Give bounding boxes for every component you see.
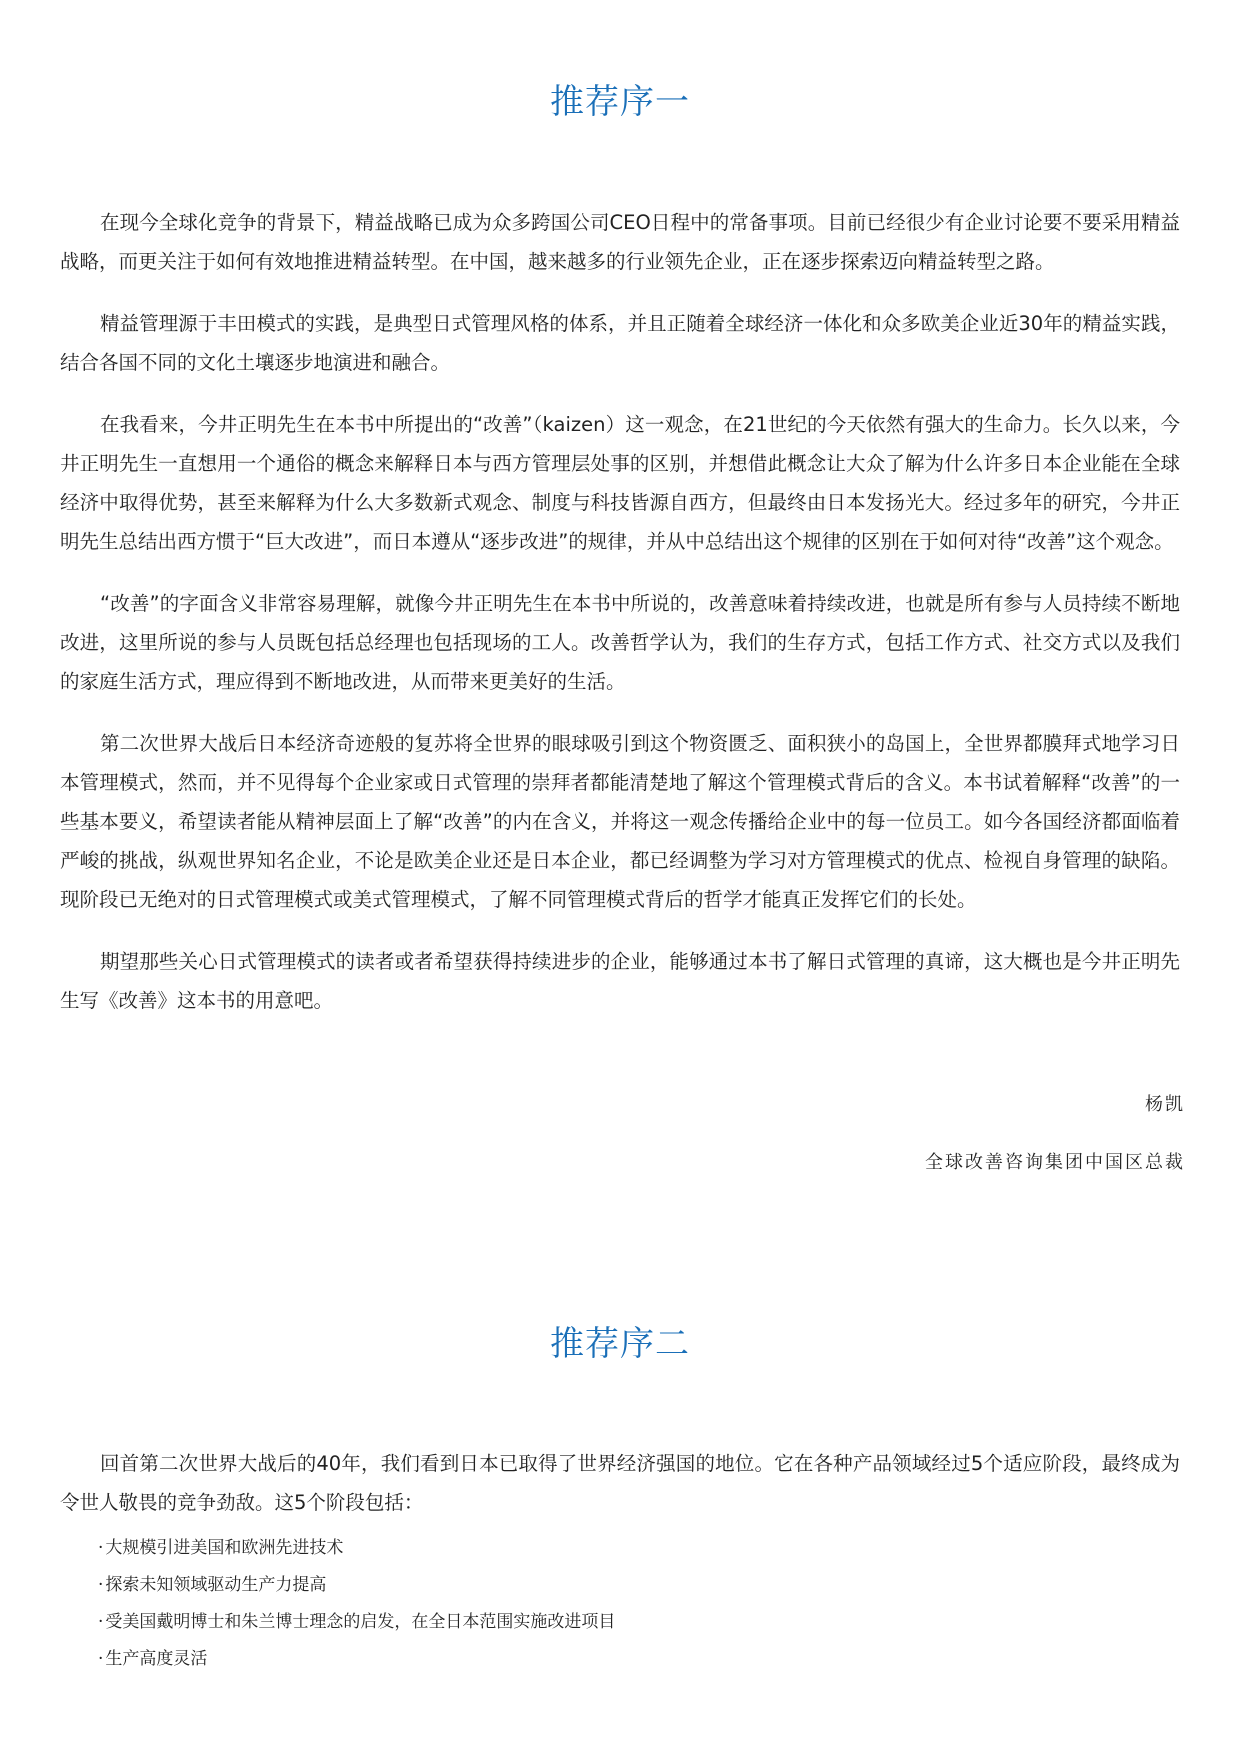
list-item-text: 探索未知领域驱动生产力提高 <box>105 1575 327 1595</box>
paragraph: 在我看来，今井正明先生在本书中所提出的“改善”（kaizen）这一观念，在21世纪的今天依然有强大的生命力。长久以来，今井正明先生一直想用一个通俗的概念来解释日本与西方管理层处事的区别，并想借此概念让大众了解为什么许多日本企业能在全球经济中取得优势，甚至来解释为什么大多数新式观念、制度与科技皆源自西方，但最终由日本发扬光大。经过多年的研究，今井正明先生总结出西方惯于“巨大改进”，而日本遵从“逐步改进”的规律，并从中总结出这个规律的区别在于如何对待“改善”这个观念。 <box>60 413 1180 553</box>
list-item-text: 生产高度灵活 <box>105 1649 208 1669</box>
paragraph: 精益管理源于丰田模式的实践，是典型日式管理风格的体系，并且正随着全球经济一体化和众多欧美企业近30年的精益实践，结合各国不同的文化土壤逐步地演进和融合。 <box>60 312 1180 374</box>
preface-one-body <box>60 203 1180 1043</box>
paragraph: 第二次世界大战后日本经济奇迹般的复苏将全世界的眼球吸引到这个物资匮乏、面积狭小的岛国上，全世界都膜拜式地学习日本管理模式，然而，并不见得每个企业家或日式管理的崇拜者都能清楚地了解这个管理模式背后的含义。本书试着解释“改善”的一些基本要义，希望读者能从精神层面上了解“改善”的内在含义，并将这一观念传播给企业中的每一位员工。如今各国经济都面临着严峻的挑战，纵观世界知名企业，不论是欧美企业还是日本企业，都已经调整为学习对方管理模式的优点、检视自身管理的缺陷。现阶段已无绝对的日式管理模式或美式管理模式，了解不同管理模式背后的哲学才能真正发挥它们的长处。 <box>60 732 1180 911</box>
paragraph: “改善”的字面含义非常容易理解，就像今井正明先生在本书中所说的，改善意味着持续改进，也就是所有参与人员持续不断地改进，这里所说的参与人员既包括总经理也包括现场的工人。改善哲学认为，我们的生存方式，包括工作方式、社交方式以及我们的家庭生活方式，理应得到不断地改进，从而带来更美好的生活。 <box>60 592 1180 693</box>
paragraph: 期望那些关心日式管理模式的读者或者希望获得持续进步的企业，能够通过本书了解日式管理的真谛，这大概也是今井正明先生写《改善》这本书的用意吧。 <box>60 950 1180 1012</box>
list-item-text: 大规模引进美国和欧洲先进技术 <box>105 1538 344 1558</box>
bullet-icon: · <box>98 1612 104 1632</box>
bullet-icon: · <box>98 1538 104 1558</box>
bullet-icon: · <box>98 1575 104 1595</box>
section-title-preface-two: 推荐序二 <box>550 1324 690 1364</box>
paragraph: 在现今全球化竞争的背景下，精益战略已成为众多跨国公司CEO日程中的常备事项。目前已经很少有企业讨论要不要采用精益战略，而更关注于如何有效地推进精益转型。在中国，越来越多的行业领先企业，正在逐步探索迈向精益转型之路。 <box>60 211 1180 273</box>
signature-name: 杨凯 <box>1145 1094 1185 1115</box>
list-item <box>98 1641 615 1678</box>
paragraph: 回首第二次世界大战后的40年，我们看到日本已取得了世界经济强国的地位。它在各种产品领域经过5个适应阶段，最终成为令世人敬畏的竞争劲敌。这5个阶段包括： <box>60 1452 1180 1514</box>
signature-title: 全球改善咨询集团中国区总裁 <box>925 1152 1185 1173</box>
stage-list <box>98 1530 615 1678</box>
list-item <box>98 1567 615 1604</box>
bullet-icon: · <box>98 1649 104 1669</box>
section-title-preface-one: 推荐序一 <box>550 82 690 122</box>
list-item-text: 受美国戴明博士和朱兰博士理念的启发，在全日本范围实施改进项目 <box>105 1612 616 1632</box>
list-item <box>98 1604 615 1641</box>
list-item <box>98 1530 615 1567</box>
